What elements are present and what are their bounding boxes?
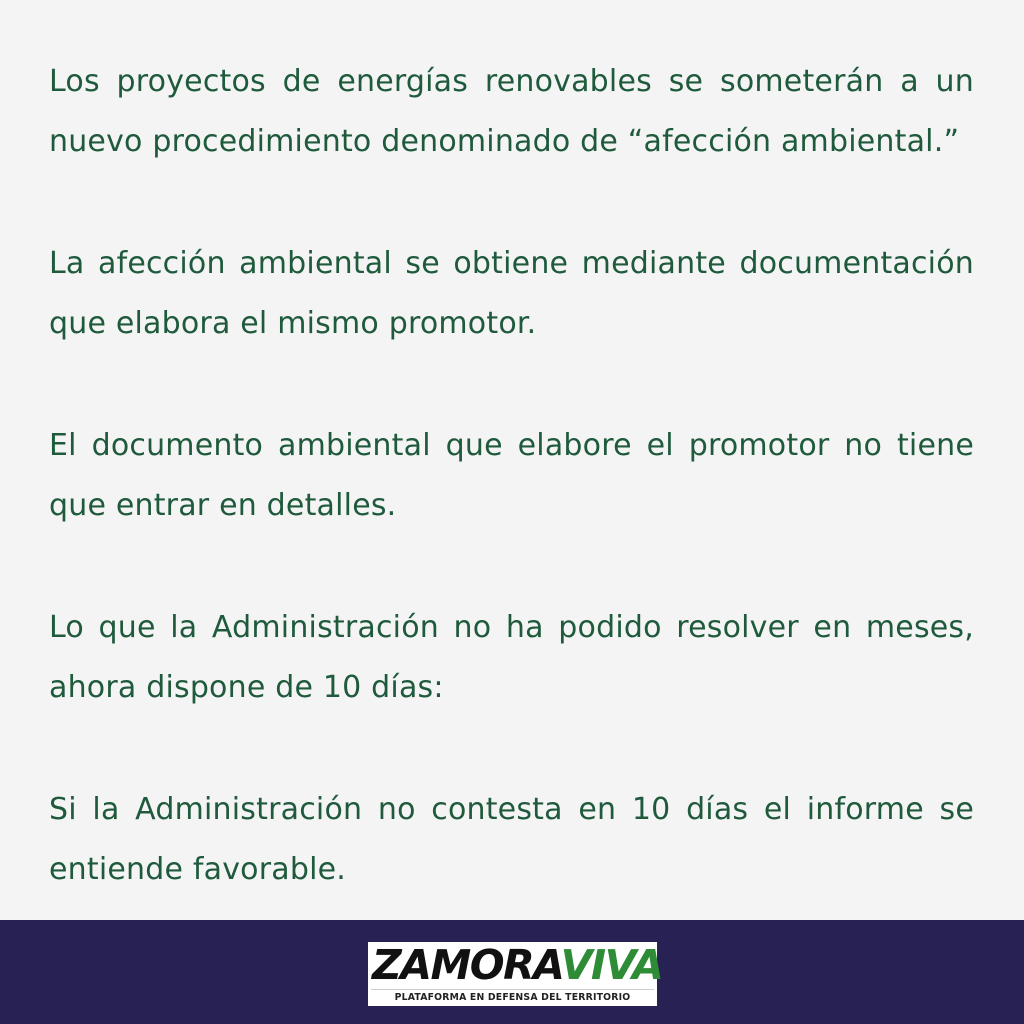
logo-word-zamora: ZAMORA (372, 941, 561, 989)
logo-tagline: PLATAFORMA EN DEFENSA DEL TERRITORIO (371, 989, 654, 1005)
footer-band (0, 920, 1024, 1024)
paragraph-procedure: Los proyectos de energías renovables se someterán a un nuevo procedimiento denominado de “afección ambiental.” (49, 64, 974, 159)
logo-word-viva: VIVA (560, 941, 663, 989)
text-content (49, 52, 974, 900)
paragraph-favorable: Si la Administración no contesta en 10 días el informe se entiende favorable. (49, 792, 974, 887)
paragraph-detail: El documento ambiental que elabore el promotor no tiene que entrar en detalles. (49, 428, 974, 523)
logo-wordmark (372, 943, 662, 987)
paragraph-deadline: Lo que la Administración no ha podido resolver en meses, ahora dispone de 10 días: (49, 610, 974, 705)
logo (368, 941, 663, 1006)
paragraph-documentation: La afección ambiental se obtiene mediante documentación que elabora el mismo promotor. (49, 246, 974, 341)
